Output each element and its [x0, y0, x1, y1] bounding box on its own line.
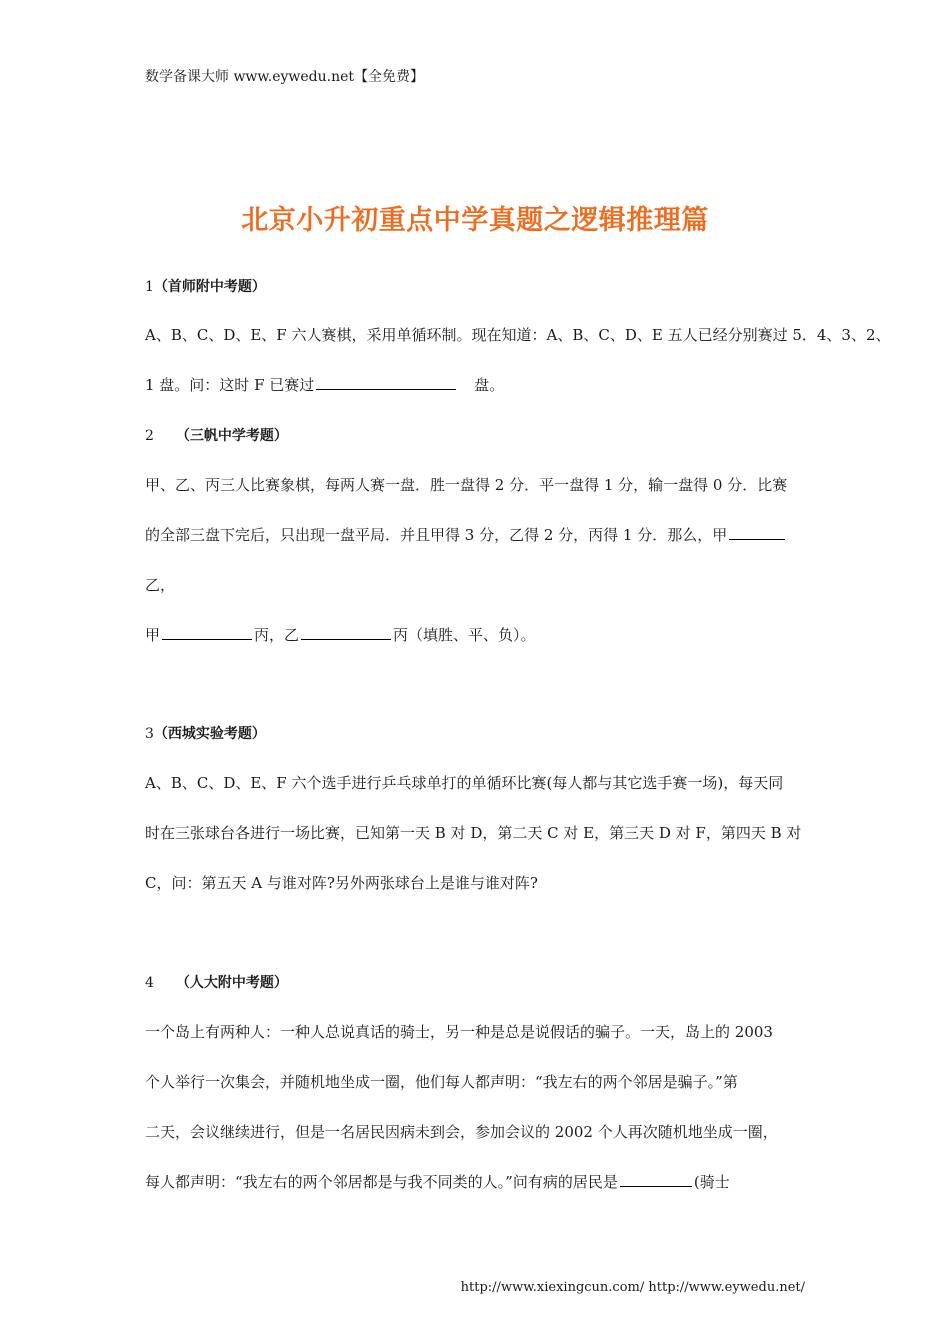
- question-2-text-line: [145, 524, 787, 545]
- answer-blank[interactable]: [316, 388, 456, 390]
- question-4-heading: [145, 972, 288, 992]
- question-4-text-line: 二天，会议继续进行，但是一名居民因病未到会，参加会议的 2002 个人再次随机地坐成一圈，: [145, 1123, 778, 1141]
- question-3-text-line: 时在三张球台各进行一场比赛，已知第一天 B 对 D，第二天 C 对 E，第三天 D 对 F，第四天 B 对: [145, 824, 802, 842]
- answer-blank[interactable]: [162, 638, 252, 640]
- question-number: 1: [145, 279, 154, 295]
- text-fragment: 的全部三盘下完后，只出现一盘平局．并且甲得 3 分，乙得 2 分，丙得 1 分．那么，甲: [145, 526, 728, 544]
- question-4-text-line: [145, 1171, 730, 1192]
- text-fragment: 盘。: [474, 376, 505, 394]
- question-source: （三帆中学考题）: [175, 428, 288, 444]
- page-title: 北京小升初重点中学真题之逻辑推理篇: [241, 205, 709, 236]
- answer-blank[interactable]: [729, 538, 785, 540]
- answer-blank[interactable]: [301, 638, 391, 640]
- question-number: 3: [145, 726, 154, 742]
- question-4-text-line: 一个岛上有两种人：一种人总说真话的骑士，另一种是总是说假话的骗子。一天，岛上的 2003: [145, 1023, 773, 1041]
- question-1-text-line: [145, 374, 504, 395]
- text-fragment: (骑士: [693, 1173, 730, 1191]
- text-fragment: 甲: [145, 626, 161, 644]
- question-4-text-line: 个人举行一次集会，并随机地坐成一圈，他们每人都声明：“我左右的两个邻居是骗子。”第: [145, 1073, 738, 1091]
- question-3-text-line: C，问：第五天 A 与谁对阵?另外两张球台上是谁与谁对阵?: [145, 874, 538, 892]
- page-footer: http://www.xiexingcun.com/ http://www.eywedu.net/: [460, 1280, 805, 1295]
- question-2-text-line: [145, 624, 536, 645]
- question-source: （西城实验考题）: [153, 726, 266, 742]
- answer-blank[interactable]: [620, 1185, 692, 1187]
- text-fragment: 每人都声明：“我左右的两个邻居都是与我不同类的人。”问有病的居民是: [145, 1173, 618, 1191]
- page-header: 数学备课大师 www.eywedu.net【全免费】: [145, 69, 425, 85]
- question-number: 2: [145, 428, 154, 444]
- question-1-text-line: A、B、C、D、E、F 六人赛棋，采用单循环制。现在知道：A、B、C、D、E 五人已经分别赛过 5．4、3、2、: [145, 326, 891, 344]
- question-source: （首师附中考题）: [153, 279, 266, 295]
- question-3-text-line: A、B、C、D、E、F 六个选手进行乒乓球单打的单循环比赛(每人都与其它选手赛一场)，每天同: [145, 774, 784, 792]
- question-number: 4: [145, 975, 154, 991]
- text-fragment: 丙，乙: [254, 626, 300, 644]
- question-3-heading: [145, 723, 266, 743]
- text-fragment: 1 盘。问：这时 F 已赛过: [145, 376, 315, 394]
- question-1-heading: [145, 276, 266, 296]
- text-fragment: 丙（填胜、平、负）。: [393, 626, 536, 644]
- question-2-text-line: 乙，: [145, 576, 176, 594]
- question-2-text-line: 甲、乙、丙三人比赛象棋，每两人赛一盘．胜一盘得 2 分．平一盘得 1 分，输一盘得 0 分．比赛: [145, 476, 788, 494]
- question-source: （人大附中考题）: [175, 975, 288, 991]
- question-2-heading: [145, 425, 288, 445]
